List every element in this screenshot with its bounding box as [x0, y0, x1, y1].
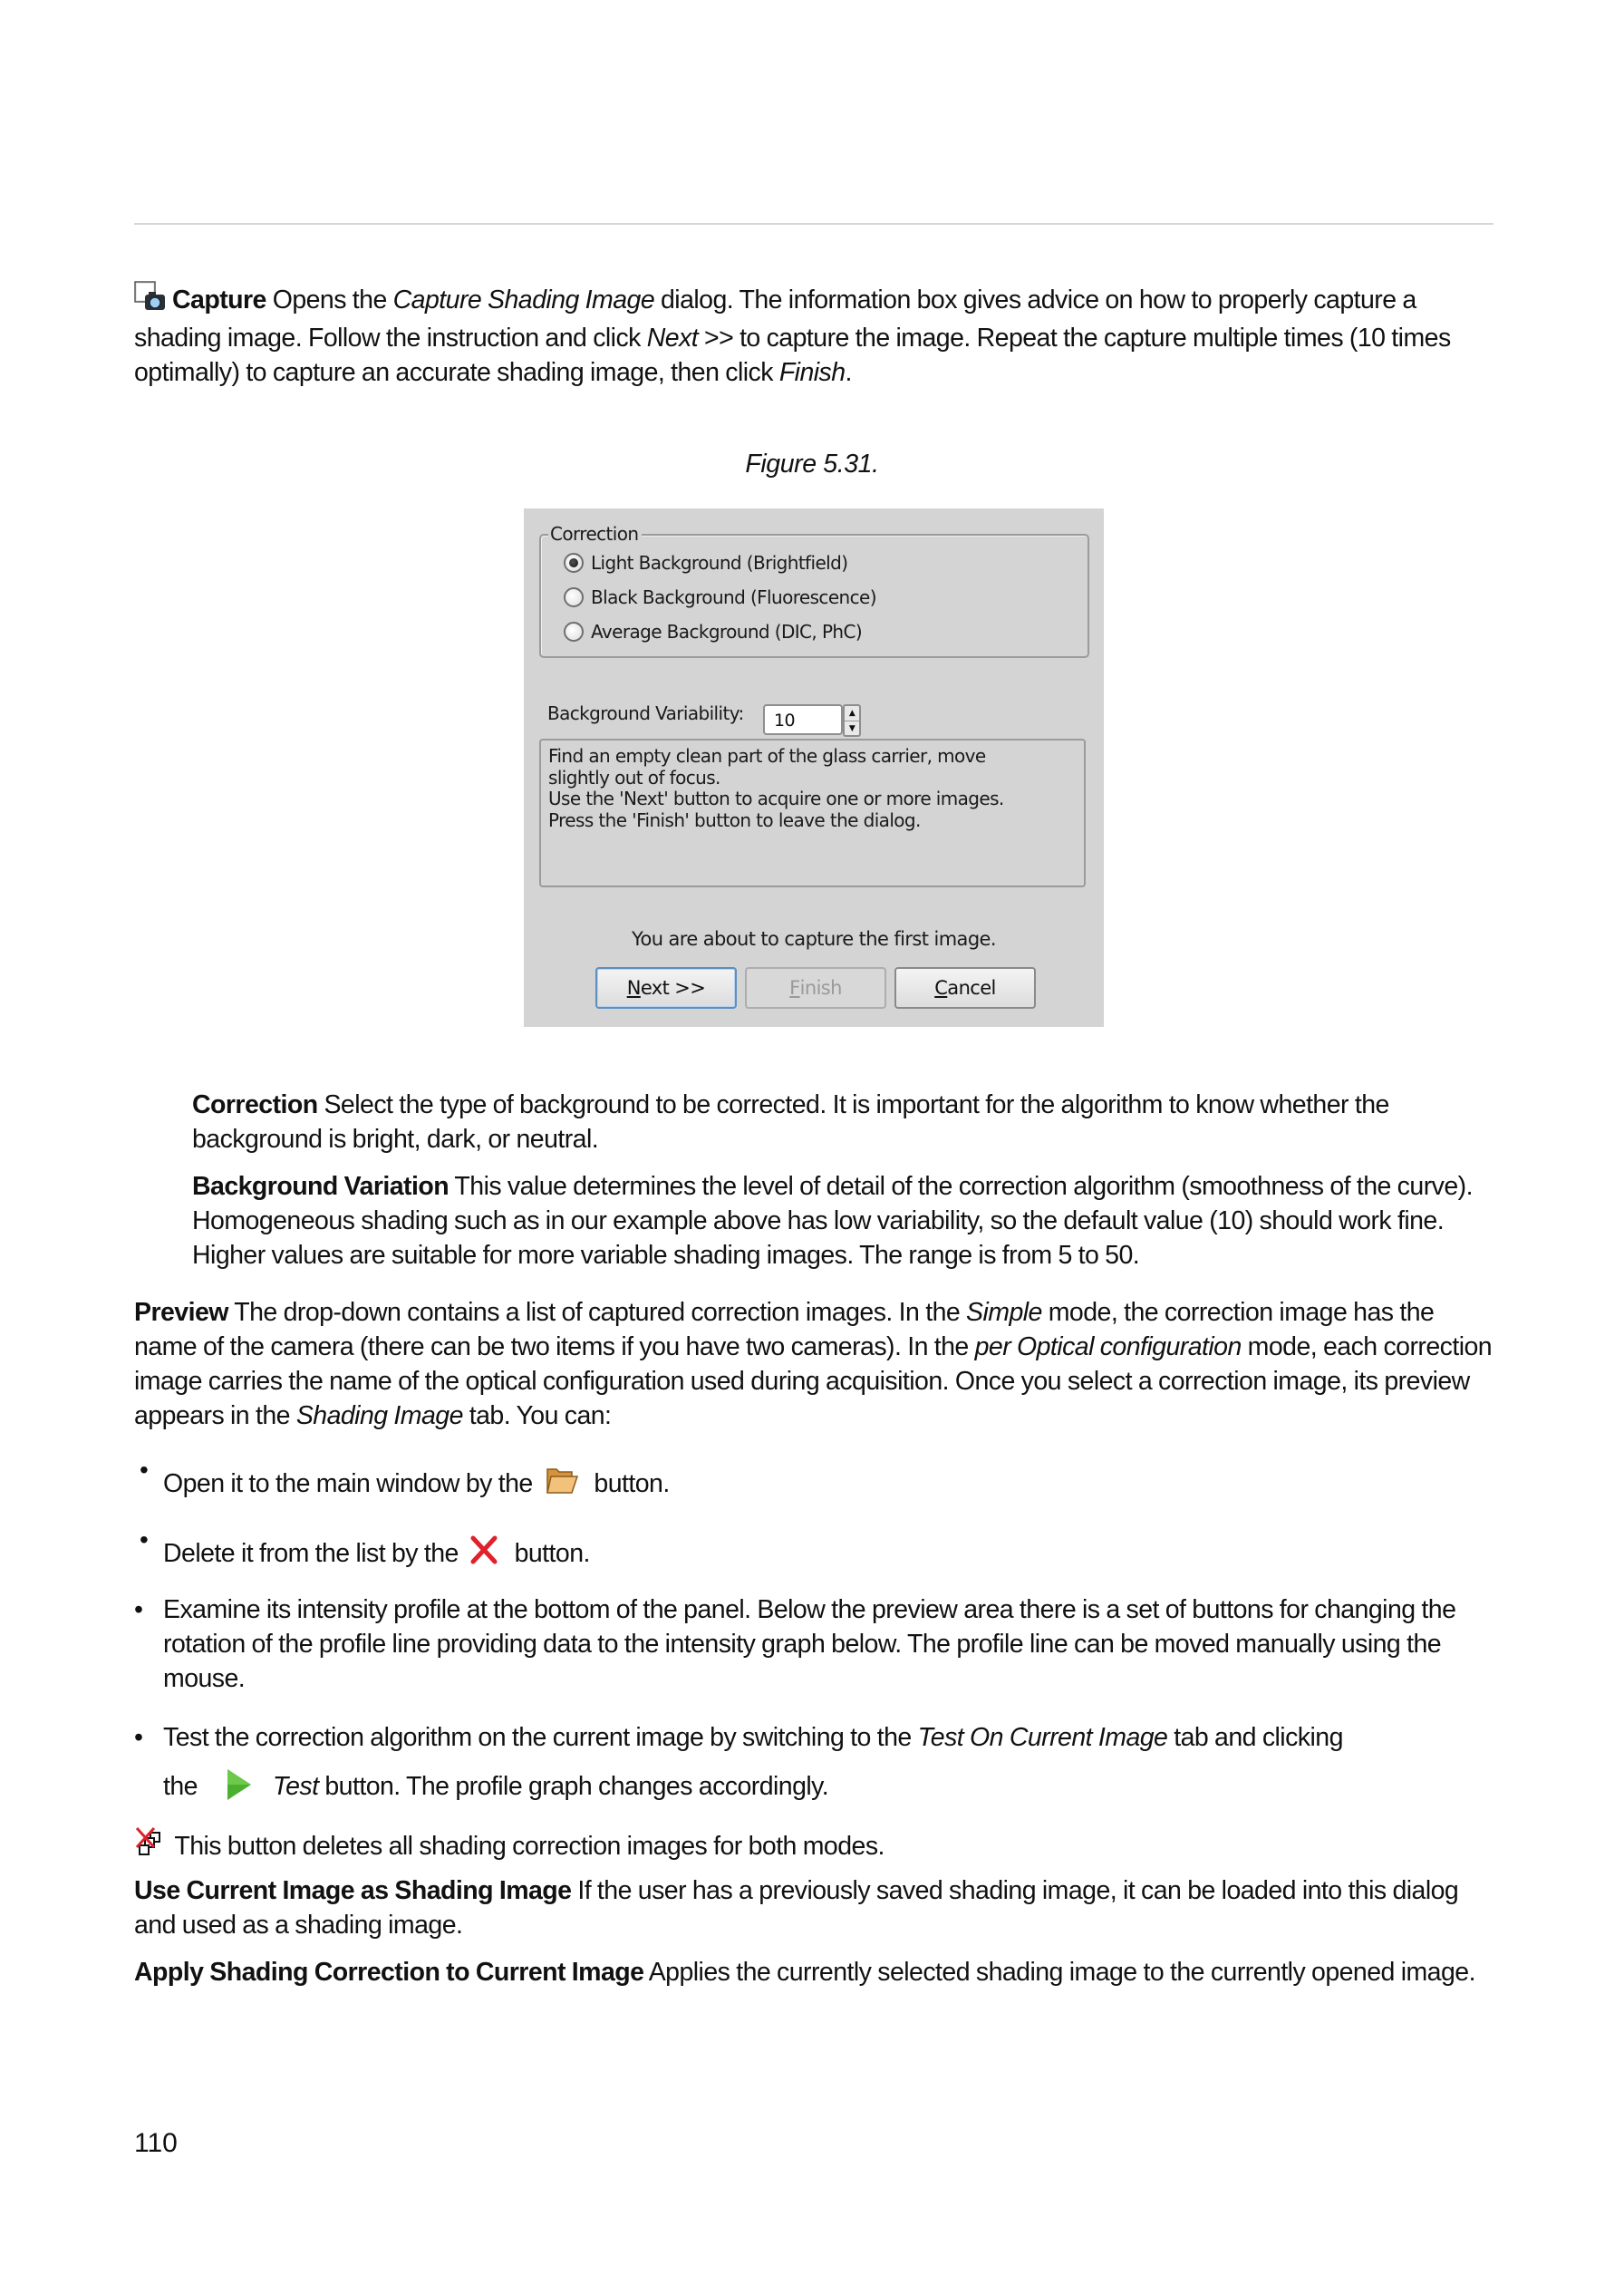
radio-light-background[interactable]: Light Background (Brightfield)	[564, 549, 847, 576]
capture-shading-dialog	[524, 508, 1104, 1027]
bullet-test-continued: the Test button. The profile graph changes accordingly.	[163, 1767, 1500, 1811]
radio-checked-icon[interactable]	[564, 553, 584, 573]
capture-paragraph: Capture Opens the Capture Shading Image dialog. The information box gives advice on how to properly capture a shading image. Follow the instruction and click Next >> to capture the image. Repeat the capture multiple times (10 times optimally) to capture an accurate shading image, then click Finish.	[134, 281, 1498, 390]
finish-button[interactable]: F inish	[745, 967, 886, 1009]
radio-average-background[interactable]: Average Background (DIC, PhC)	[564, 618, 862, 645]
capture-status-text: You are about to capture the first image.	[632, 928, 996, 950]
variability-spinner[interactable]	[843, 704, 861, 737]
bullet-marker: •	[134, 1595, 143, 1624]
play-test-icon	[226, 1767, 253, 1811]
capture-term: Capture	[172, 286, 266, 315]
delete-all-paragraph: This button deletes all shading correction images for both modes.	[134, 1825, 1498, 1869]
radio-unchecked-icon[interactable]	[564, 622, 584, 642]
correction-groupbox	[539, 523, 1089, 658]
bullet-delete: Delete it from the list by the button.	[163, 1534, 1495, 1574]
apply-shading-definition: Apply Shading Correction to Current Image Applies the currently selected shading image to the currently opened image.	[134, 1958, 1475, 1987]
delete-x-icon	[469, 1534, 499, 1574]
spin-down-icon[interactable]: ▼	[848, 724, 856, 733]
delete-all-icon	[134, 1825, 169, 1869]
bullet-marker: •	[140, 1456, 149, 1484]
correction-definition: Correction Select the type of background to be corrected. It is important for the algorithm to know whether the background is bright, dark, or neutral.	[192, 1090, 1389, 1154]
cancel-button[interactable]: C ancel	[894, 967, 1036, 1009]
information-box: Find an empty clean part of the glass carrier, move slightly out of focus. Use the 'Next' button to acquire one or more images. Press the 'Finish' button to leave the dialog.	[539, 739, 1086, 887]
folder-open-icon	[545, 1465, 579, 1505]
use-current-image-definition: Use Current Image as Shading Image If the user has a previously saved shading image, it can be loaded into this dialog and used as a shading image.	[134, 1876, 1459, 1940]
bullet-examine: Examine its intensity profile at the bottom of the panel. Below the preview area there is a set of buttons for changing the rotation of the profile line providing data to the intensity graph below. The profile line can be moved manually using the mouse.	[163, 1595, 1456, 1693]
bullet-test: Test the correction algorithm on the current image by switching to the Test On Current Image tab and clicking	[163, 1723, 1343, 1752]
bullet-marker: •	[140, 1525, 149, 1554]
background-variability-input[interactable]: 10	[763, 704, 843, 735]
background-variation-definition: Background Variation This value determines the level of detail of the correction algorithm (smoothness of the curve). Homogeneous shading such as in our example above has low variability, so the default value (10) should work fine. Higher values are suitable for more variable shading images. The range is from 5 to 50.	[192, 1172, 1473, 1270]
correction-group-title: Correction	[548, 522, 642, 546]
header-rule	[134, 223, 1494, 225]
figure-caption: Figure 5.31.	[745, 450, 879, 479]
radio-unchecked-icon[interactable]	[564, 587, 584, 607]
page-number: 110	[134, 2128, 178, 2158]
radio-black-background[interactable]: Black Background (Fluorescence)	[564, 584, 876, 611]
preview-paragraph: Preview The drop-down contains a list of captured correction images. In the Simple mode, the correction image has the name of the camera (there can be two items if you have two cameras). In the per Optical configuration mode, each correction image carries the name of the optical configuration used during acquisition. Once you select a correction image, its preview appears in the Shading Image tab. You can:	[134, 1298, 1493, 1430]
capture-camera-icon	[134, 281, 167, 321]
bullet-marker: •	[134, 1723, 143, 1752]
next-button[interactable]: N ext >>	[595, 967, 737, 1009]
bullet-open: Open it to the main window by the button.	[163, 1465, 1495, 1505]
spin-up-icon[interactable]: ▲	[845, 706, 859, 721]
background-variability-label: Background Variability:	[547, 702, 744, 724]
